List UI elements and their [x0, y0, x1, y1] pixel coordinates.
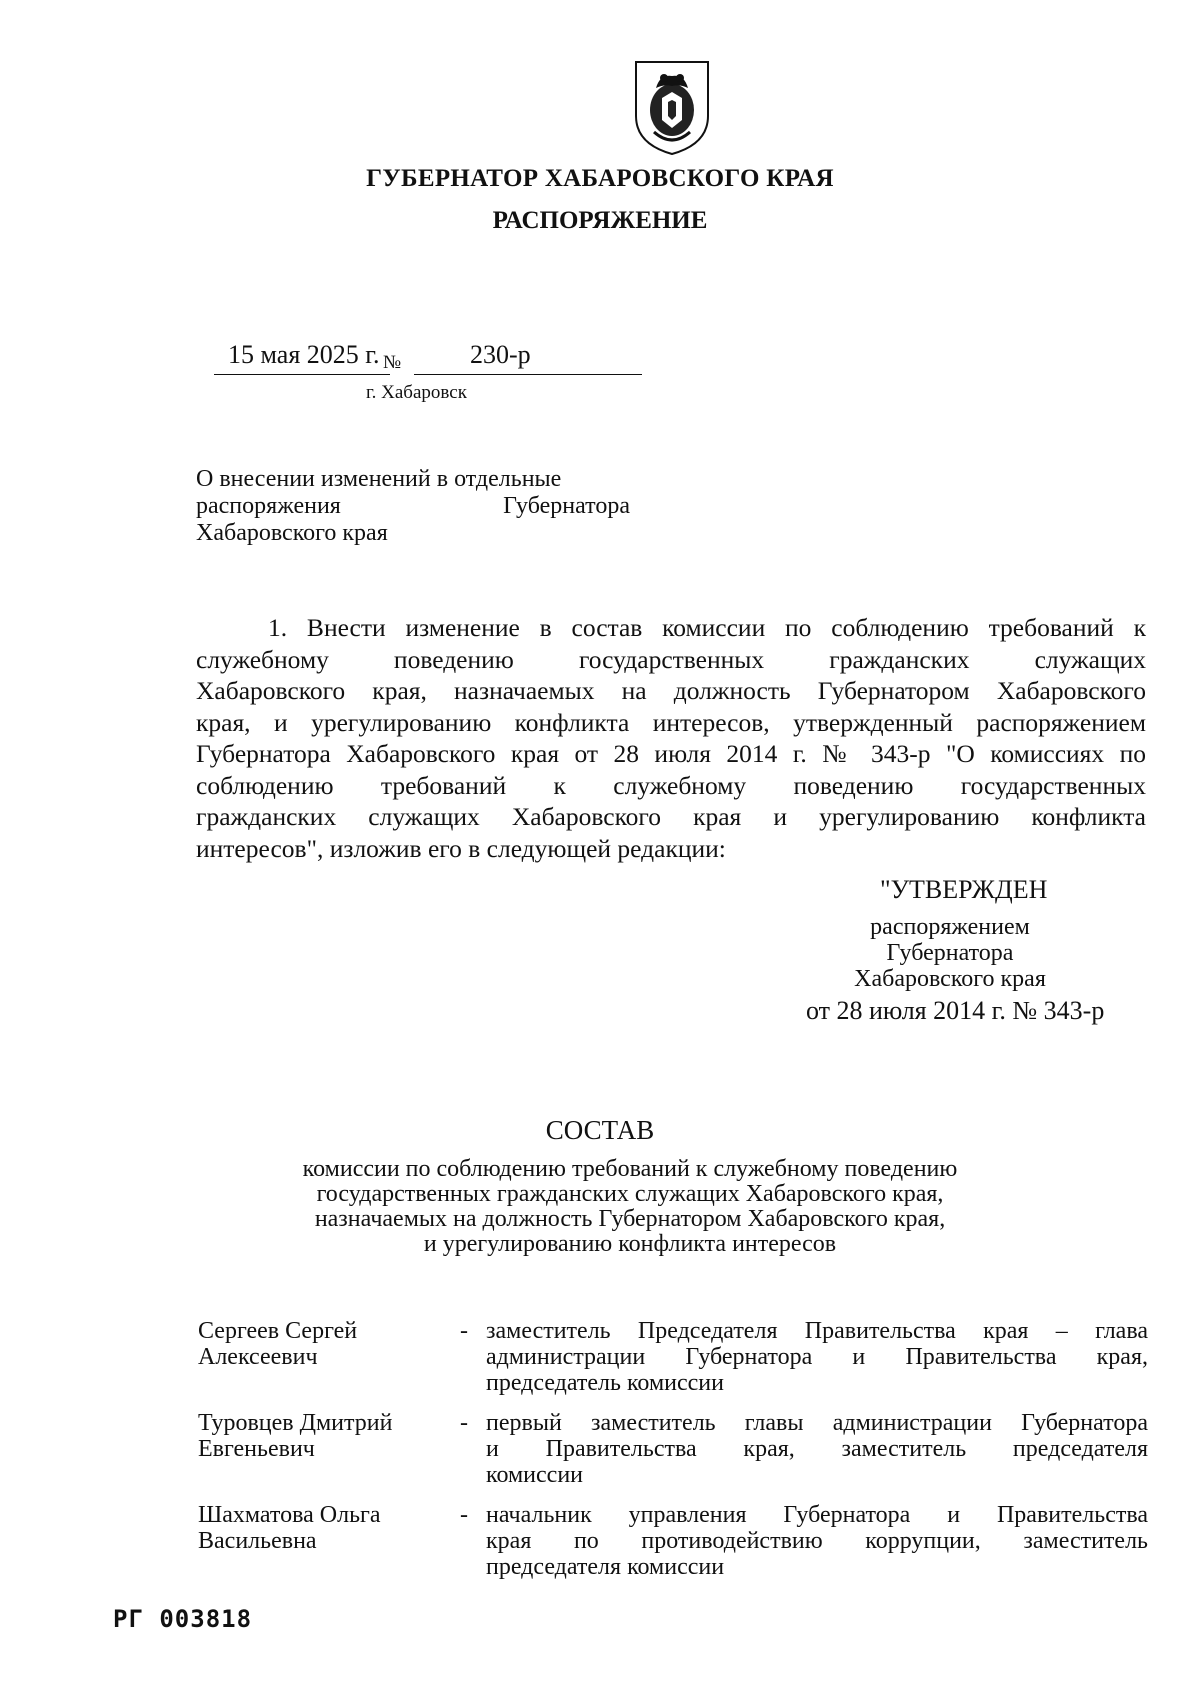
- approval-line: Хабаровского края: [854, 966, 1046, 992]
- approval-line: распоряжением: [870, 914, 1030, 940]
- member-patronymic: Евгеньевич: [198, 1436, 315, 1462]
- member-dash: -: [460, 1410, 468, 1436]
- role-line: начальник управления Губернатора и Правительства: [486, 1502, 1148, 1528]
- member-dash: -: [460, 1502, 468, 1528]
- member-name: [198, 1502, 460, 1580]
- coat-of-arms-icon: [632, 58, 712, 158]
- date-underline: [214, 374, 390, 375]
- member-role: [486, 1410, 1148, 1488]
- paragraph-line: 1. Внести изменение в состав комиссии по соблюдению требований к: [268, 613, 1146, 642]
- paragraph-line: интересов", изложив его в следующей редакции:: [196, 833, 726, 863]
- role-line: края по противодействию коррупции, заместитель: [486, 1528, 1148, 1554]
- subject-line: распоряжения Губернатора: [196, 493, 630, 519]
- subject-line: О внесении изменений в отдельные: [196, 466, 562, 492]
- member-row: [198, 1318, 1148, 1396]
- member-row: [198, 1502, 1148, 1580]
- role-line: председатель комиссии: [486, 1370, 724, 1396]
- paragraph-line: Губернатора Хабаровского края от 28 июля 2014 г. № 343-р "О комиссиях по: [196, 739, 1146, 768]
- paragraph-line: края, и урегулированию конфликта интересов, утвержденный распоряжением: [196, 707, 1146, 737]
- role-line: председателя комиссии: [486, 1554, 725, 1580]
- approval-date: от 28 июля 2014 г. № 343-р: [806, 996, 1105, 1025]
- member-surname: Туровцев Дмитрий: [198, 1410, 393, 1436]
- document-date: 15 мая 2025 г.: [228, 340, 380, 369]
- member-patronymic: Васильевна: [198, 1528, 317, 1554]
- role-line: заместитель Председателя Правительства края – глава: [486, 1318, 1148, 1344]
- paragraph-line: гражданских служащих Хабаровского края и урегулированию конфликта: [196, 802, 1146, 831]
- number-label: №: [383, 352, 402, 373]
- issuing-authority: ГУБЕРНАТОР ХАБАРОВСКОГО КРАЯ: [366, 165, 834, 192]
- approval-title: "УТВЕРЖДЕН: [880, 875, 1048, 904]
- role-line: и Правительства края, заместитель председателя: [486, 1436, 1148, 1462]
- document-type: РАСПОРЯЖЕНИЕ: [492, 207, 708, 234]
- number-underline: [414, 374, 642, 375]
- subtitle-line: государственных гражданских служащих Хабаровского края,: [316, 1181, 944, 1207]
- paragraph-line: Хабаровского края, назначаемых на должность Губернатором Хабаровского: [196, 676, 1146, 705]
- issue-city: г. Хабаровск: [366, 382, 467, 403]
- member-role: [486, 1318, 1148, 1396]
- paragraph-1: [196, 612, 1146, 864]
- document-subject: [196, 466, 630, 547]
- member-surname: Шахматова Ольга: [198, 1502, 381, 1528]
- members-list: [198, 1318, 1148, 1594]
- approval-by: [760, 914, 1140, 992]
- composition-title: СОСТАВ: [545, 1115, 655, 1145]
- paragraph-line: служебному поведению государственных гражданских служащих: [196, 644, 1146, 674]
- member-name: [198, 1410, 460, 1488]
- approval-line: Губернатора: [886, 940, 1014, 966]
- subtitle-line: и урегулированию конфликта интересов: [423, 1231, 837, 1257]
- member-dash: -: [460, 1318, 468, 1344]
- member-patronymic: Алексеевич: [198, 1344, 318, 1370]
- member-role: [486, 1502, 1148, 1580]
- subtitle-line: комиссии по соблюдению требований к служебному поведению: [302, 1156, 958, 1182]
- document-number: 230-р: [470, 340, 531, 369]
- paragraph-line: соблюдению требований к служебному поведению государственных: [196, 770, 1146, 800]
- subtitle-line: назначаемых на должность Губернатором Хабаровского края,: [314, 1206, 946, 1232]
- member-name: [198, 1318, 460, 1396]
- role-line: первый заместитель главы администрации Губернатора: [486, 1410, 1148, 1436]
- role-line: комиссии: [486, 1462, 584, 1488]
- composition-subtitle: [230, 1157, 1030, 1257]
- member-row: [198, 1410, 1148, 1488]
- subject-line: Хабаровского края: [196, 520, 388, 546]
- member-surname: Сергеев Сергей: [198, 1318, 358, 1344]
- role-line: администрации Губернатора и Правительства края,: [486, 1344, 1148, 1370]
- form-serial-number: РГ 003818: [113, 1605, 253, 1633]
